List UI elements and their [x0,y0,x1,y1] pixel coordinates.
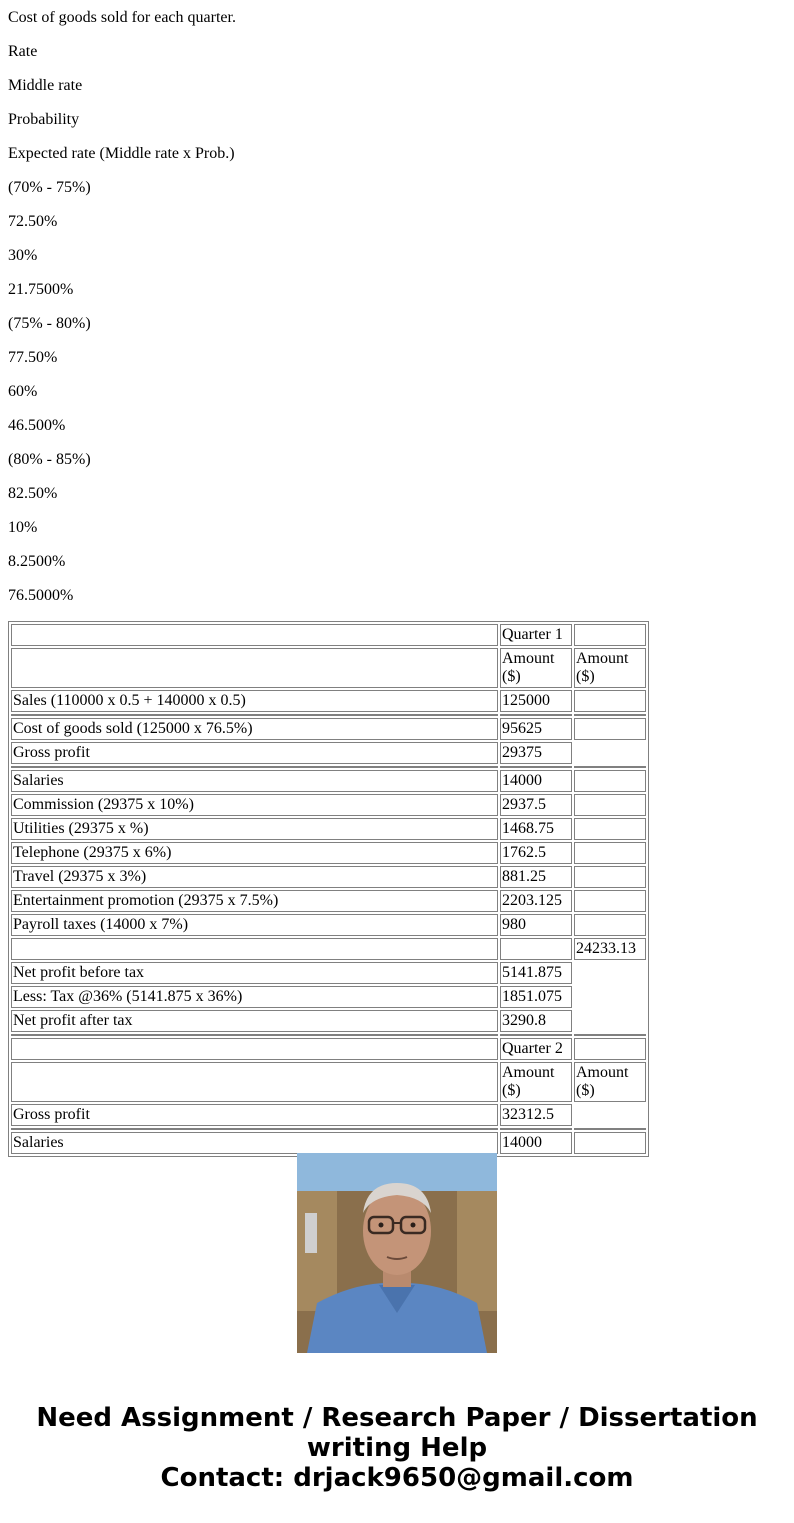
footer-line-1: Need Assignment / Research Paper / Dissertation [36,1403,758,1433]
paragraph: (70% - 75%) [8,179,91,196]
expense-label: Utilities (29375 x %) [11,818,498,840]
paragraph: 76.5000% [8,587,74,604]
expense-value: 1468.75 [500,818,572,840]
sales-value: 125000 [500,690,572,712]
paragraph: 46.500% [8,417,66,434]
table-row [11,718,646,740]
tax-value: 1851.075 [500,986,572,1008]
table-separator [11,714,646,716]
table-separator [11,1128,646,1130]
quarter-1-heading: Quarter 1 [500,624,572,646]
expense-value: 881.25 [500,866,572,888]
paragraph: Expected rate (Middle rate x Prob.) [8,145,235,162]
paragraph: Cost of goods sold for each quarter. [8,9,236,26]
paragraph: (75% - 80%) [8,315,91,332]
table-row [11,1010,646,1032]
table-separator [11,766,646,768]
table-row [11,648,646,688]
paragraph: 21.7500% [8,281,74,298]
paragraph: 30% [8,247,38,264]
paragraph: Rate [8,43,38,60]
table-row [11,794,646,816]
expense-label: Payroll taxes (14000 x 7%) [11,914,498,936]
paragraph: 77.50% [8,349,58,366]
table-row [11,742,646,764]
income-statement-table [8,621,649,1157]
net-profit-after-tax-label: Net profit after tax [11,1010,498,1032]
expense-value: 14000 [500,770,572,792]
table-row [11,1132,646,1154]
gross-profit-label: Gross profit [11,1104,498,1126]
gross-profit-label: Gross profit [11,742,498,764]
table-row [11,914,646,936]
author-photo [297,1153,497,1353]
expense-label: Telephone (29375 x 6%) [11,842,498,864]
sales-label: Sales (110000 x 0.5 + 140000 x 0.5) [11,690,498,712]
table-row [11,1038,646,1060]
income-statement-table-viewport [8,621,650,1151]
table-row [11,1104,646,1126]
gross-profit-value: 29375 [500,742,572,764]
cogs-value: 95625 [500,718,572,740]
paragraph: 10% [8,519,38,536]
table-row [11,842,646,864]
author-portrait-image [297,1153,497,1353]
contact-footer [0,1403,794,1493]
table-row [11,818,646,840]
cogs-label: Cost of goods sold (125000 x 76.5%) [11,718,498,740]
footer-line-2: writing Help [306,1433,488,1463]
intro-paragraphs [8,0,786,605]
expense-label: Entertainment promotion (29375 x 7.5%) [11,890,498,912]
paragraph: 60% [8,383,38,400]
table-row [11,624,646,646]
paragraph: (80% - 85%) [8,451,91,468]
expense-label: Commission (29375 x 10%) [11,794,498,816]
expense-value: 2937.5 [500,794,572,816]
amount-column-header: Amount ($) [500,1062,572,1102]
expense-label: Salaries [11,770,498,792]
table-row [11,770,646,792]
footer-contact-email: Contact: drjack9650@gmail.com [160,1463,634,1493]
paragraph: 72.50% [8,213,58,230]
table-row [11,1062,646,1102]
table-row [11,938,646,960]
gross-profit-value: 32312.5 [500,1104,572,1126]
table-row [11,866,646,888]
paragraph: 82.50% [8,485,58,502]
expense-value: 1762.5 [500,842,572,864]
expense-value: 980 [500,914,572,936]
salaries-value: 14000 [500,1132,572,1154]
salaries-label: Salaries [11,1132,498,1154]
table-separator [11,1034,646,1036]
net-profit-before-tax-value: 5141.875 [500,962,572,984]
amount-column-header: Amount ($) [500,648,572,688]
table-row [11,986,646,1008]
net-profit-before-tax-label: Net profit before tax [11,962,498,984]
net-profit-after-tax-value: 3290.8 [500,1010,572,1032]
quarter-2-heading: Quarter 2 [500,1038,572,1060]
table-row [11,690,646,712]
amount-column-header: Amount ($) [574,648,646,688]
paragraph: 8.2500% [8,553,66,570]
paragraph: Probability [8,111,80,128]
document-body [8,0,786,605]
expense-value: 2203.125 [500,890,572,912]
table-row [11,890,646,912]
total-expenses-value: 24233.13 [574,938,646,960]
amount-column-header: Amount ($) [574,1062,646,1102]
expense-label: Travel (29375 x 3%) [11,866,498,888]
table-row [11,962,646,984]
tax-label: Less: Tax @36% (5141.875 x 36%) [11,986,498,1008]
paragraph: Middle rate [8,77,83,94]
